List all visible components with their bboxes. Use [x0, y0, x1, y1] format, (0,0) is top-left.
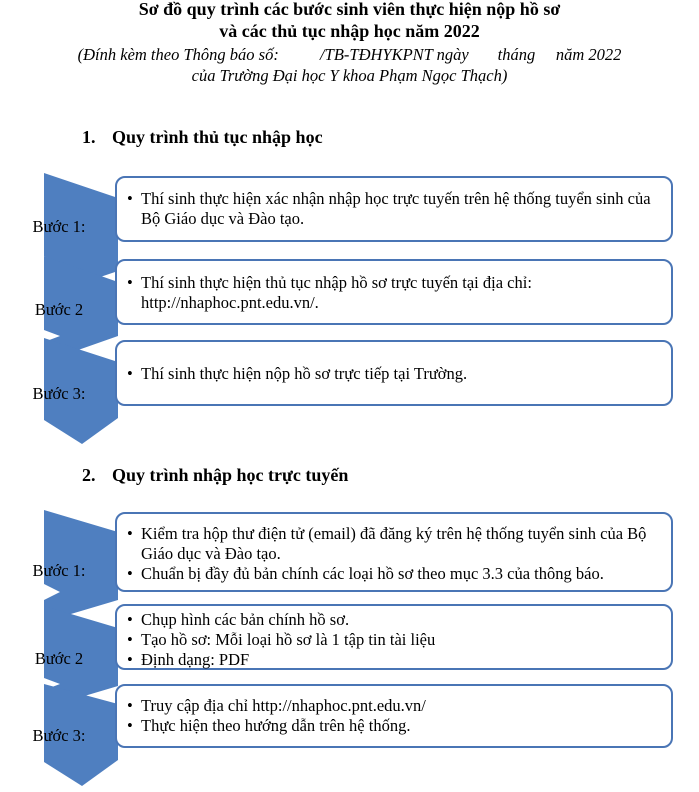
document-title-line2: và các thủ tục nhập học năm 2022: [219, 21, 480, 41]
s2-step2-list: [117, 610, 671, 670]
list-item-text: Thí sinh thực hiện xác nhận nhập học trực tuyến trên hệ thống tuyển sinh của Bộ Giáo dục và Đào tạo.: [141, 189, 651, 228]
list-item: [117, 273, 671, 313]
s1-step3-list: [117, 364, 671, 384]
s1-step3-label: Bước 3:: [32, 384, 86, 403]
bullet-icon: •: [127, 696, 133, 715]
bullet-icon: •: [127, 364, 133, 383]
s1-step1-label: Bước 1:: [32, 217, 86, 236]
bullet-icon: •: [127, 189, 133, 208]
list-item-text: Kiểm tra hộp thư điện tử (email) đã đăng ký trên hệ thống tuyển sinh của Bộ Giáo dục và Đào tạo.: [141, 524, 647, 563]
section2-heading-text: Quy trình nhập học trực tuyến: [112, 465, 349, 485]
list-item: [117, 189, 671, 229]
list-item: [117, 696, 671, 716]
section1-heading-text: Quy trình thủ tục nhập học: [112, 127, 323, 147]
list-item: [117, 716, 671, 736]
list-item: [117, 630, 671, 650]
list-item-text: Chụp hình các bản chính hồ sơ.: [141, 610, 350, 629]
bullet-icon: •: [127, 716, 133, 735]
s2-step2-box: [115, 604, 673, 670]
list-item: [117, 610, 671, 630]
section2-number: 2.: [82, 465, 96, 485]
s2-step2-label: Bước 2: [34, 649, 84, 668]
document-subtitle-line2: của Trường Đại học Y khoa Phạm Ngọc Thạch): [191, 66, 508, 85]
s2-step3-label: Bước 3:: [32, 726, 86, 745]
list-item: [117, 524, 671, 564]
list-item-text: Chuẩn bị đầy đủ bản chính các loại hồ sơ theo mục 3.3 của thông báo.: [141, 564, 604, 583]
s1-step1-list: [117, 189, 671, 229]
s2-step1-list: [117, 524, 671, 584]
document-subtitle-line1: (Đính kèm theo Thông báo số: /TB-TĐHYKPNT ngày tháng năm 2022: [77, 45, 622, 64]
bullet-icon: •: [127, 564, 133, 583]
bullet-icon: •: [127, 273, 133, 292]
s2-step3-box: [115, 684, 673, 748]
s1-step1-box: [115, 176, 673, 242]
document-title-line1: Sơ đồ quy trình các bước sinh viên thực hiện nộp hồ sơ: [138, 0, 561, 19]
s1-step2-label: Bước 2: [34, 300, 84, 319]
s1-step3-box: [115, 340, 673, 406]
bullet-icon: •: [127, 650, 133, 669]
list-item-text: Định dạng: PDF: [141, 650, 250, 669]
list-item: [117, 650, 671, 670]
bullet-icon: •: [127, 524, 133, 543]
s1-step2-box: [115, 259, 673, 325]
s2-step1-label: Bước 1:: [32, 561, 86, 580]
list-item-text: Truy cập địa chỉ http://nhaphoc.pnt.edu.vn/: [141, 696, 426, 715]
bullet-icon: •: [127, 610, 133, 629]
list-item: [117, 364, 671, 384]
list-item-text: Tạo hồ sơ: Mỗi loại hồ sơ là 1 tập tin tài liệu: [141, 630, 436, 649]
list-item-text: Thực hiện theo hướng dẫn trên hệ thống.: [141, 716, 411, 735]
list-item-text: Thí sinh thực hiện thủ tục nhập hồ sơ trực tuyến tại địa chỉ: http://nhaphoc.pnt.edu.vn/.: [141, 273, 532, 312]
s2-step1-box: [115, 512, 673, 592]
bullet-icon: •: [127, 630, 133, 649]
s1-step2-list: [117, 273, 671, 313]
list-item: [117, 564, 671, 584]
section1-number: 1.: [82, 127, 96, 147]
list-item-text: Thí sinh thực hiện nộp hồ sơ trực tiếp tại Trường.: [141, 364, 468, 383]
s2-step3-list: [117, 696, 671, 736]
